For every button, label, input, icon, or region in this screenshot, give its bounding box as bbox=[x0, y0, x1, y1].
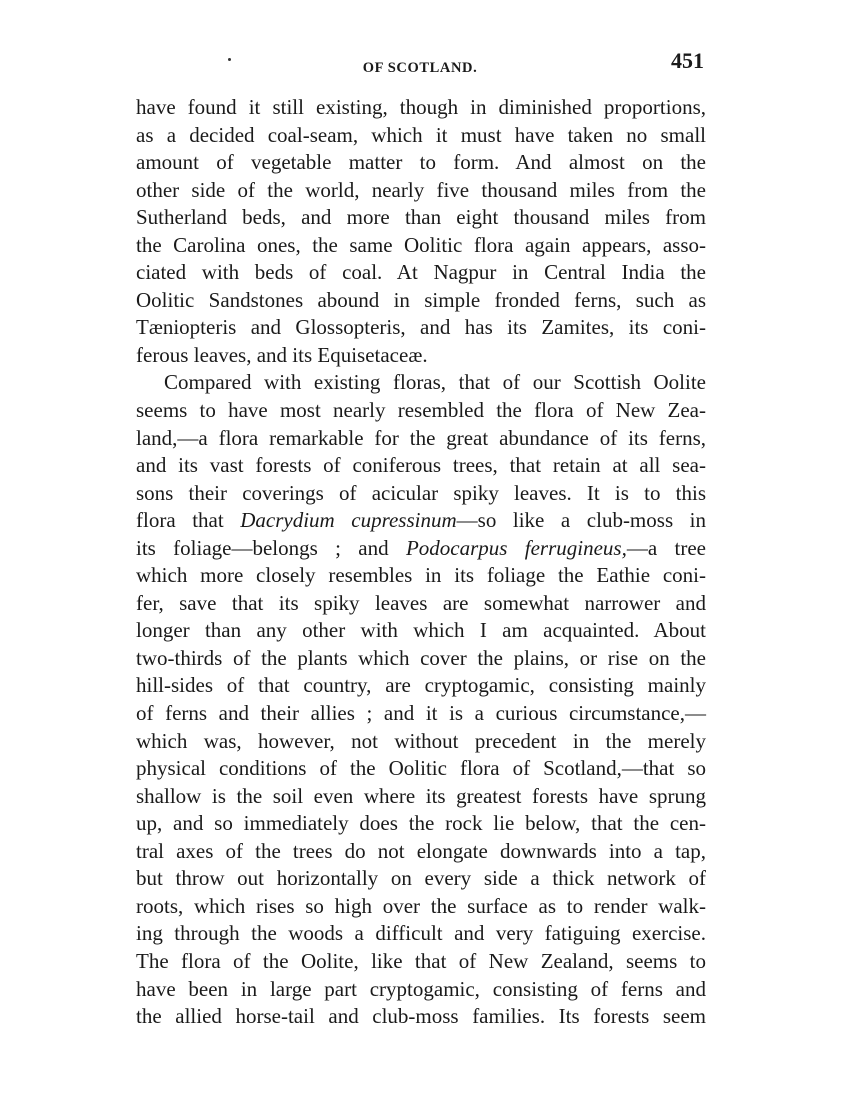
text-segment: its foliage—belongs ; and bbox=[136, 535, 406, 560]
text-line bbox=[136, 232, 706, 260]
text-line bbox=[136, 480, 706, 508]
text-line bbox=[136, 425, 706, 453]
text-line bbox=[136, 755, 706, 783]
text-segment: physical conditions of the Oolitic flora of Scotland,—that so bbox=[136, 756, 706, 781]
text-line bbox=[136, 810, 706, 838]
text-segment: longer than any other with which I am acquainted. About bbox=[136, 618, 706, 643]
text-segment: ciated with beds of coal. At Nagpur in Central India the bbox=[136, 260, 706, 285]
text-segment: —a tree bbox=[626, 535, 706, 560]
text-segment: Oolitic Sandstones abound in simple fronded ferns, such as bbox=[136, 287, 706, 312]
text-segment: but throw out horizontally on every side a thick network of bbox=[136, 866, 706, 891]
text-line bbox=[136, 342, 706, 370]
text-line bbox=[136, 149, 706, 177]
text-line bbox=[136, 700, 706, 728]
body-text bbox=[136, 94, 706, 1031]
text-segment: Tæniopteris and Glossopteris, and has its Zamites, its coni- bbox=[136, 315, 706, 340]
text-segment: Compared with existing floras, that of our Scottish Oolite bbox=[164, 370, 706, 395]
text-line bbox=[136, 893, 706, 921]
text-line bbox=[136, 562, 706, 590]
text-segment: other side of the world, nearly five thousand miles from the bbox=[136, 177, 706, 202]
text-segment: —so like a club-moss in bbox=[456, 508, 706, 533]
text-line bbox=[136, 672, 706, 700]
text-line bbox=[136, 507, 706, 535]
text-segment: and its vast forests of coniferous trees, that retain at all sea- bbox=[136, 453, 706, 478]
text-segment: of ferns and their allies ; and it is a curious circumstance,— bbox=[136, 701, 706, 726]
text-line bbox=[136, 783, 706, 811]
text-segment: hill-sides of that country, are cryptogamic, consisting mainly bbox=[136, 673, 706, 698]
text-segment: which was, however, not without precedent in the merely bbox=[136, 728, 706, 753]
text-line bbox=[136, 590, 706, 618]
italic-text-segment: Podocarpus ferrugineus, bbox=[405, 535, 627, 560]
text-line bbox=[136, 1003, 706, 1031]
text-segment: land,—a flora remarkable for the great abundance of its ferns, bbox=[136, 425, 706, 450]
text-line bbox=[136, 976, 706, 1004]
text-segment: amount of vegetable matter to form. And almost on the bbox=[136, 150, 706, 175]
text-segment: Sutherland beds, and more than eight thousand miles from bbox=[136, 205, 706, 230]
text-segment: roots, which rises so high over the surface as to render walk- bbox=[136, 893, 706, 918]
text-line bbox=[136, 452, 706, 480]
text-segment: ing through the woods a difficult and very fatiguing exercise. bbox=[136, 921, 706, 946]
text-segment: as a decided coal-seam, which it must have taken no small bbox=[136, 122, 706, 147]
text-segment: The flora of the Oolite, like that of New Zealand, seems to bbox=[136, 948, 706, 973]
italic-text-segment: Dacrydium cupressinum bbox=[240, 508, 457, 533]
text-line bbox=[136, 94, 706, 122]
text-line bbox=[136, 865, 706, 893]
text-segment: which more closely resembles in its foliage the Eathie coni- bbox=[136, 563, 706, 588]
text-segment: up, and so immediately does the rock lie below, that the cen- bbox=[136, 811, 706, 836]
text-line bbox=[136, 645, 706, 673]
text-segment: flora that bbox=[136, 508, 241, 533]
text-segment: fer, save that its spiky leaves are somewhat narrower and bbox=[136, 590, 706, 615]
text-line bbox=[136, 177, 706, 205]
text-segment: have been in large part cryptogamic, consisting of ferns and bbox=[136, 976, 706, 1001]
text-segment: have found it still existing, though in diminished proportions, bbox=[136, 95, 706, 119]
page-header bbox=[136, 48, 704, 84]
text-line bbox=[136, 728, 706, 756]
text-line bbox=[136, 204, 706, 232]
text-line bbox=[136, 314, 706, 342]
page-number: 451 bbox=[671, 48, 704, 73]
text-line bbox=[136, 287, 706, 315]
text-line bbox=[136, 838, 706, 866]
text-segment: the Carolina ones, the same Oolitic flora again appears, asso- bbox=[136, 232, 706, 257]
text-line bbox=[136, 948, 706, 976]
text-line bbox=[136, 920, 706, 948]
text-segment: the allied horse-tail and club-moss families. Its forests seem bbox=[136, 1004, 706, 1029]
text-segment: shallow is the soil even where its greatest forests have sprung bbox=[136, 783, 706, 808]
running-head: OF SCOTLAND. bbox=[362, 60, 478, 76]
text-segment: tral axes of the trees do not elongate downwards into a tap, bbox=[136, 838, 706, 863]
text-line bbox=[136, 617, 706, 645]
text-segment: sons their coverings of acicular spiky leaves. It is to this bbox=[136, 480, 706, 505]
text-segment: seems to have most nearly resembled the flora of New Zea- bbox=[136, 398, 706, 423]
text-segment: ferous leaves, and its Equisetaceæ. bbox=[136, 342, 428, 367]
text-line bbox=[136, 259, 706, 287]
text-line bbox=[136, 535, 706, 563]
text-line bbox=[136, 122, 706, 150]
text-segment: two-thirds of the plants which cover the plains, or rise on the bbox=[136, 645, 706, 670]
text-line bbox=[136, 369, 706, 397]
text-line bbox=[136, 397, 706, 425]
